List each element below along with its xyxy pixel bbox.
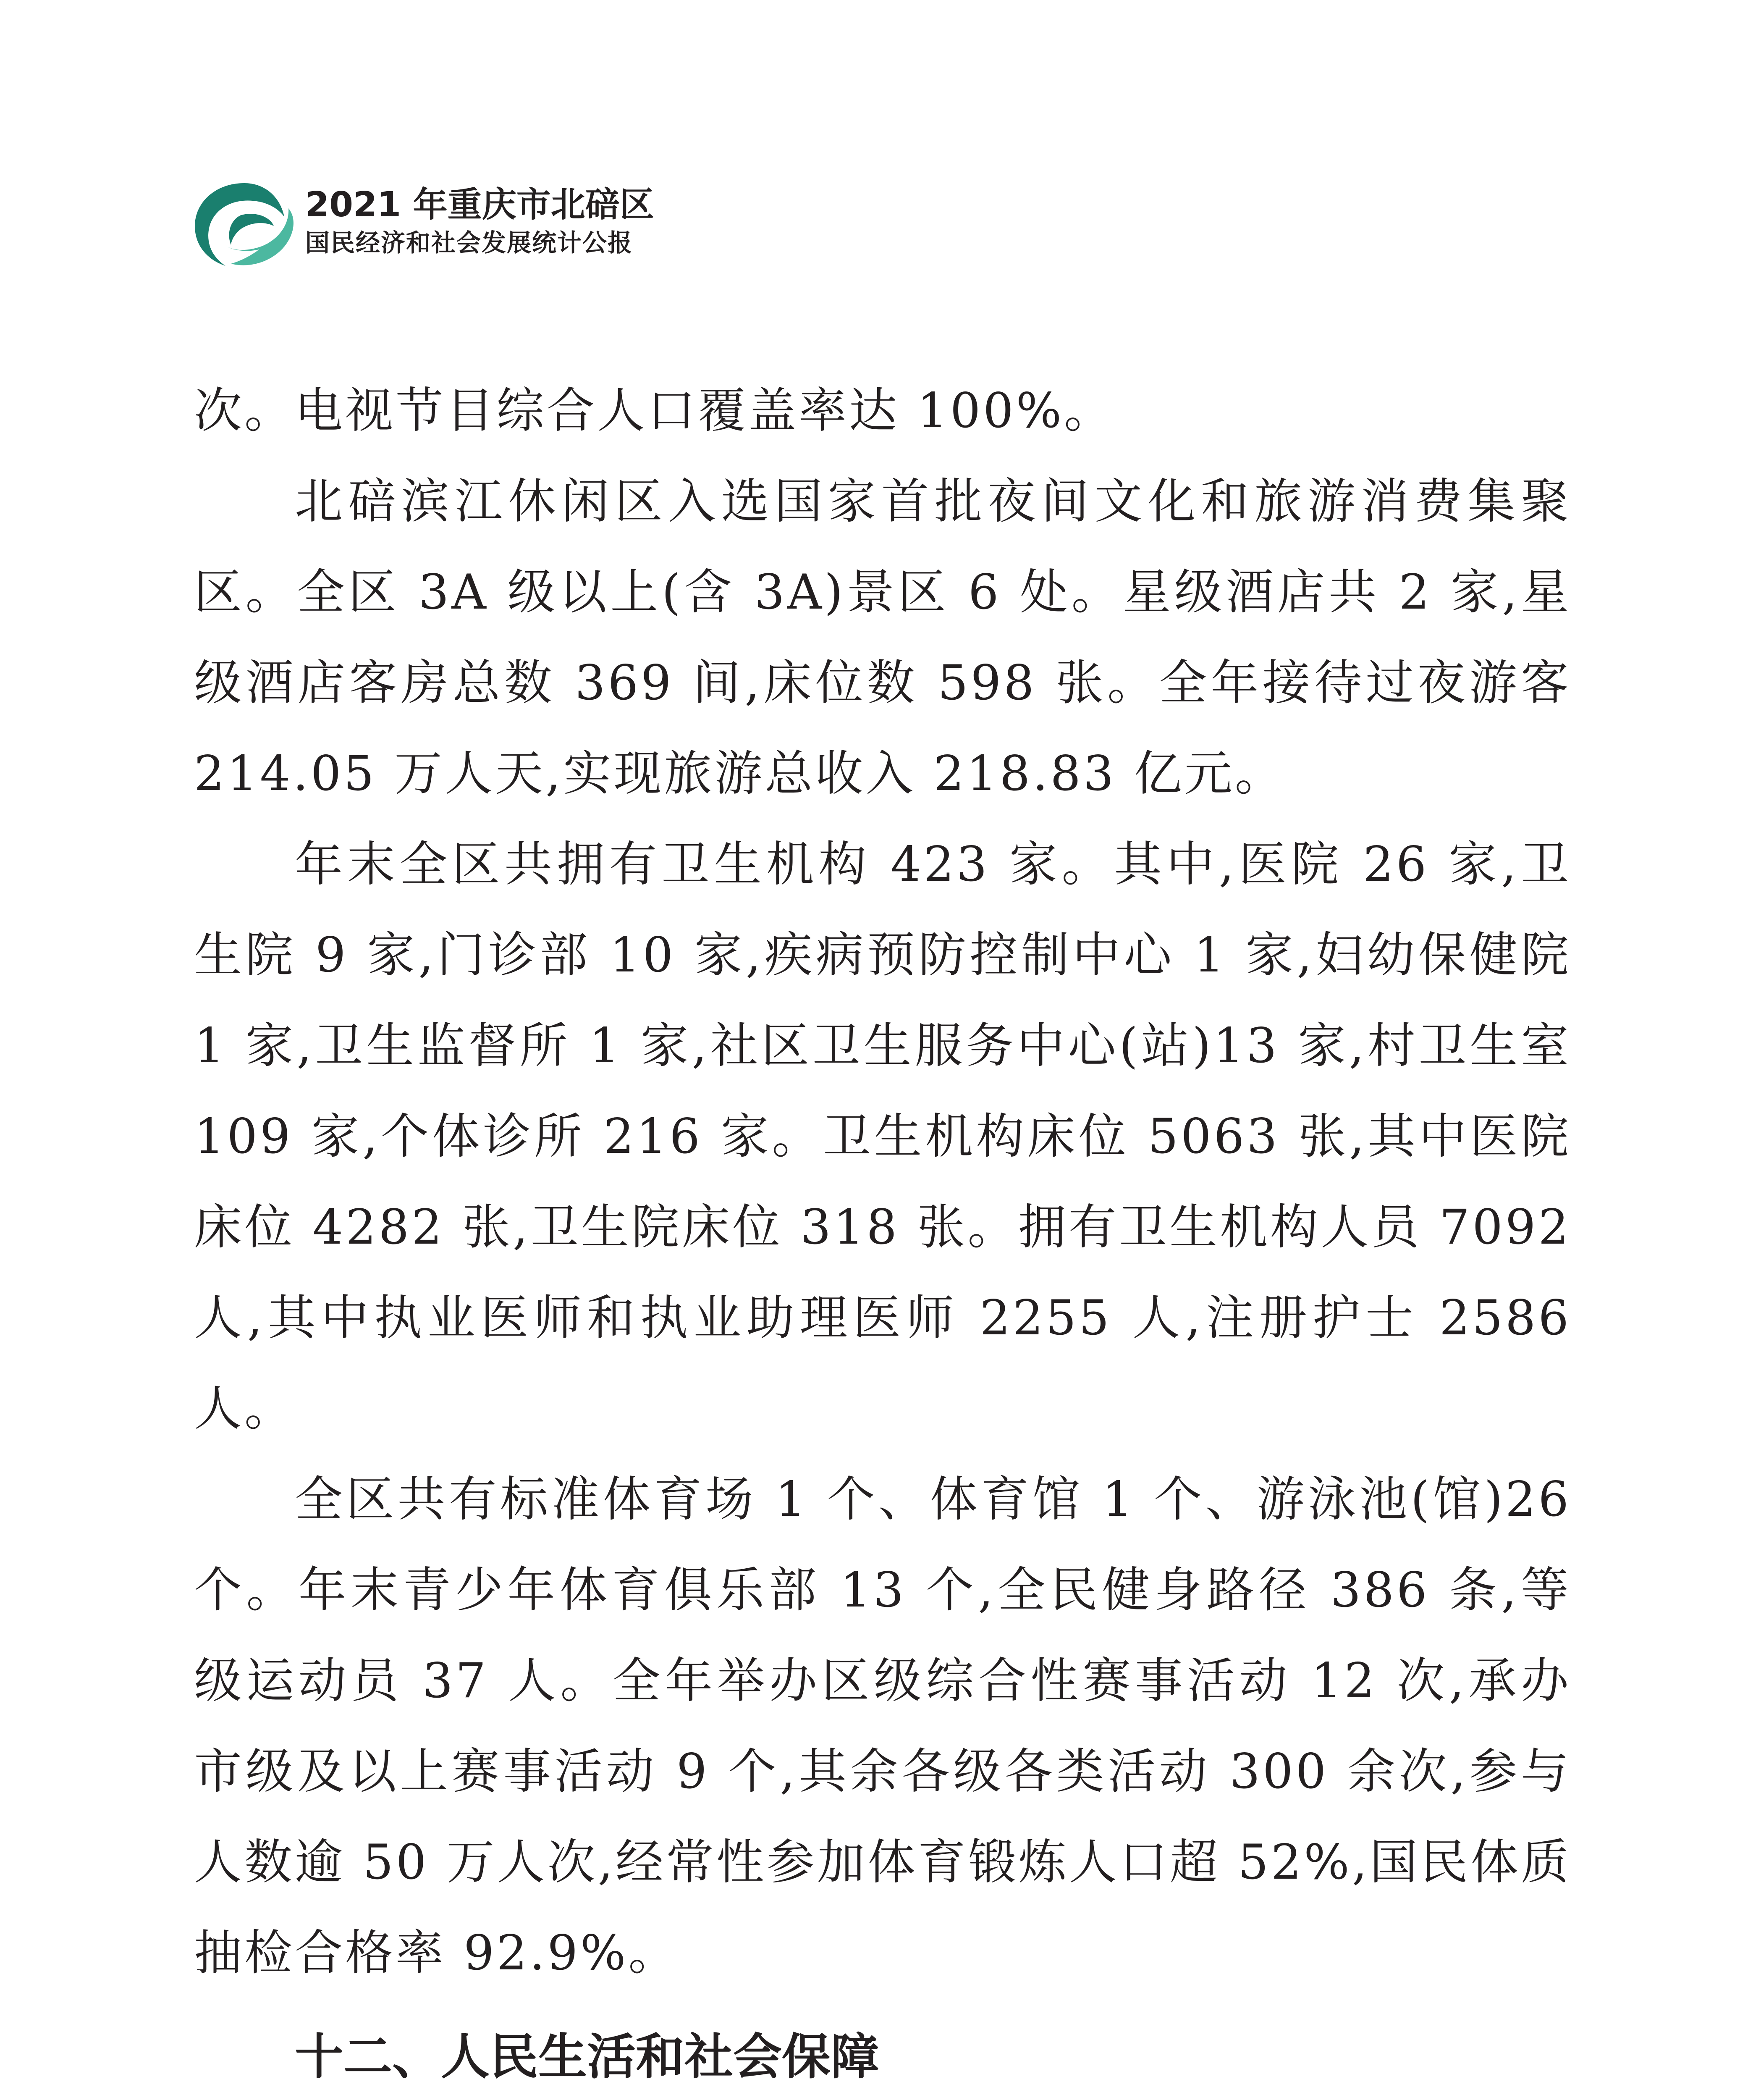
report-subtitle: 国民经济和社会发展统计公报 — [305, 228, 633, 257]
body-text — [194, 365, 1571, 2100]
paragraph: 全区共有标准体育场 1 个、体育馆 1 个、游泳池(馆)26 个。年末青少年体育俱乐部 13 个,全民健身路径 386 条,等级运动员 37 人。全年举办区级综合性赛事活动 12 次,承办市级及以上赛事活动 9 个,其余各级各类活动 300 余次,参与人数逾 50 万人次,经常性参加体育锻炼人口超 52%,国民体质抽检合格率 92.9%。 — [194, 1471, 1571, 1981]
report-logo-icon — [190, 176, 299, 272]
paragraph: 年末全区共拥有卫生机构 423 家。其中,医院 26 家,卫生院 9 家,门诊部 10 家,疾病预防控制中心 1 家,妇幼保健院 1 家,卫生监督所 1 家,社区卫生服务中心(站)13 家,村卫生室 109 家,个体诊所 216 家。卫生机构床位 5063 张,其中医院床位 4282 张,卫生院床位 318 张。拥有卫生机构人员 7092 人,其中执业医师和执业助理医师 2255 人,注册护士 2586 人。 — [194, 836, 1571, 1436]
paragraph: 北碚滨江休闲区入选国家首批夜间文化和旅游消费集聚区。全区 3A 级以上(含 3A)景区 6 处。星级酒店共 2 家,星级酒店客房总数 369 间,床位数 598 张。全年接待过夜游客 214.05 万人天,实现旅游总收入 218.83 亿元。 — [194, 473, 1571, 801]
report-title: 2021 年重庆市北碚区 — [305, 185, 654, 225]
paragraph: 次。电视节目综合人口覆盖率达 100%。 — [194, 383, 1115, 438]
section-heading: 十二、人民生活和社会保障 — [295, 2029, 879, 2085]
report-header — [190, 176, 736, 272]
